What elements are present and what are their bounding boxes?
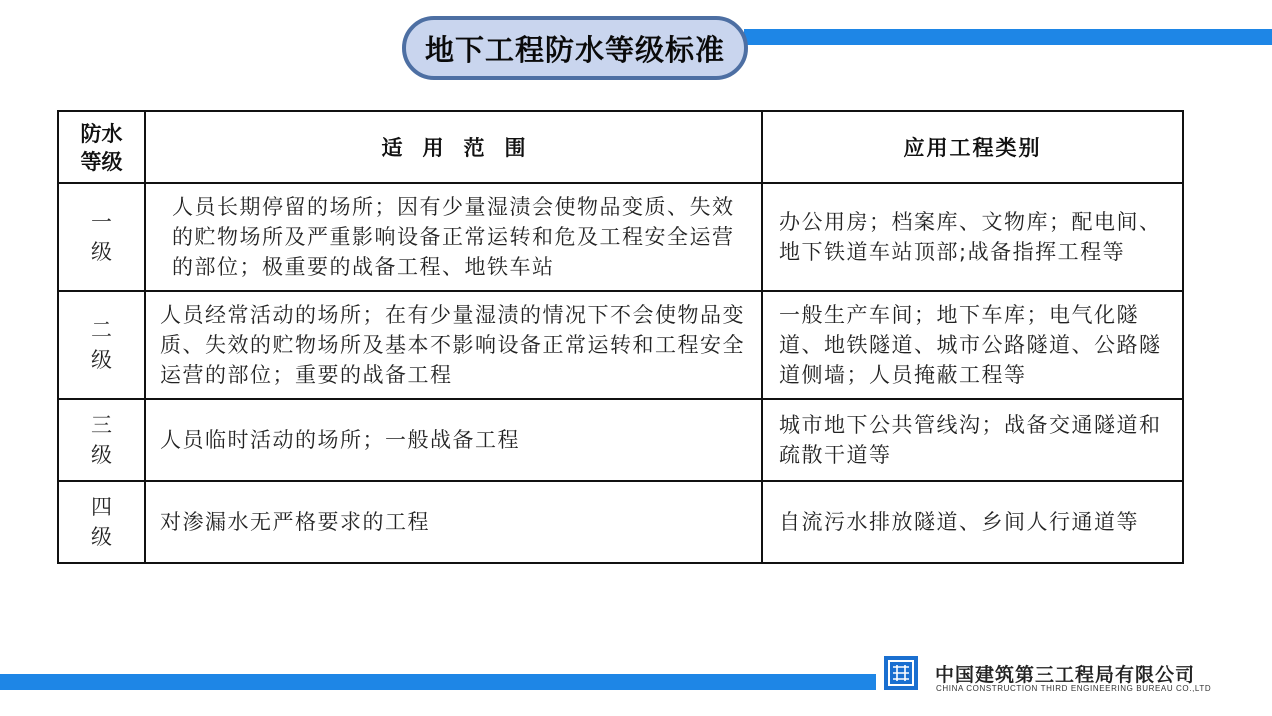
category-cell: 城市地下公共管线沟；战备交通隧道和疏散干道等 (762, 399, 1183, 481)
level-text: 一级 (90, 210, 112, 264)
table-row (58, 399, 1183, 481)
header-level (58, 111, 145, 183)
table-row (58, 183, 1183, 291)
header-level-text: 防水等级 (80, 121, 123, 174)
category-cell: 办公用房；档案库、文物库；配电间、地下铁道车站顶部;战备指挥工程等 (762, 183, 1183, 291)
waterproof-grade-table (57, 110, 1184, 564)
cscec-logo-icon (884, 656, 918, 690)
company-name-cn: 中国建筑第三工程局有限公司 (935, 664, 1196, 686)
level-cell (58, 291, 145, 399)
scope-cell: 人员长期停留的场所；因有少量湿渍会使物品变质、失效的贮物场所及严重影响设备正常运转和危及工程安全运营的部位；极重要的战备工程、地铁车站 (145, 183, 762, 291)
scope-cell: 人员临时活动的场所；一般战备工程 (145, 399, 762, 481)
table-header-row (58, 111, 1183, 183)
category-cell: 一般生产车间；地下车库；电气化隧道、地铁隧道、城市公路隧道、公路隧道侧墙；人员掩蔽工程等 (762, 291, 1183, 399)
table-row (58, 291, 1183, 399)
top-accent-bar (744, 29, 1272, 45)
page-title: 地下工程防水等级标准 (424, 32, 725, 67)
level-text: 二级 (90, 318, 112, 372)
header-category: 应用工程类别 (762, 111, 1183, 183)
header-scope: 适用范围 (145, 111, 762, 183)
company-name-en: CHINA CONSTRUCTION THIRD ENGINEERING BUREAU CO.,LTD (936, 684, 1212, 693)
level-text: 三级 (90, 413, 112, 467)
logo-glyph-icon (887, 659, 915, 687)
level-cell (58, 183, 145, 291)
level-text: 四级 (90, 495, 112, 549)
scope-cell: 人员经常活动的场所；在有少量湿渍的情况下不会使物品变质、失效的贮物场所及基本不影响设备正常运转和工程安全运营的部位；重要的战备工程 (145, 291, 762, 399)
category-cell: 自流污水排放隧道、乡间人行通道等 (762, 481, 1183, 563)
level-cell (58, 481, 145, 563)
table-row (58, 481, 1183, 563)
scope-cell: 对渗漏水无严格要求的工程 (145, 481, 762, 563)
bottom-accent-bar (0, 674, 876, 690)
title-banner (402, 16, 748, 80)
level-cell (58, 399, 145, 481)
